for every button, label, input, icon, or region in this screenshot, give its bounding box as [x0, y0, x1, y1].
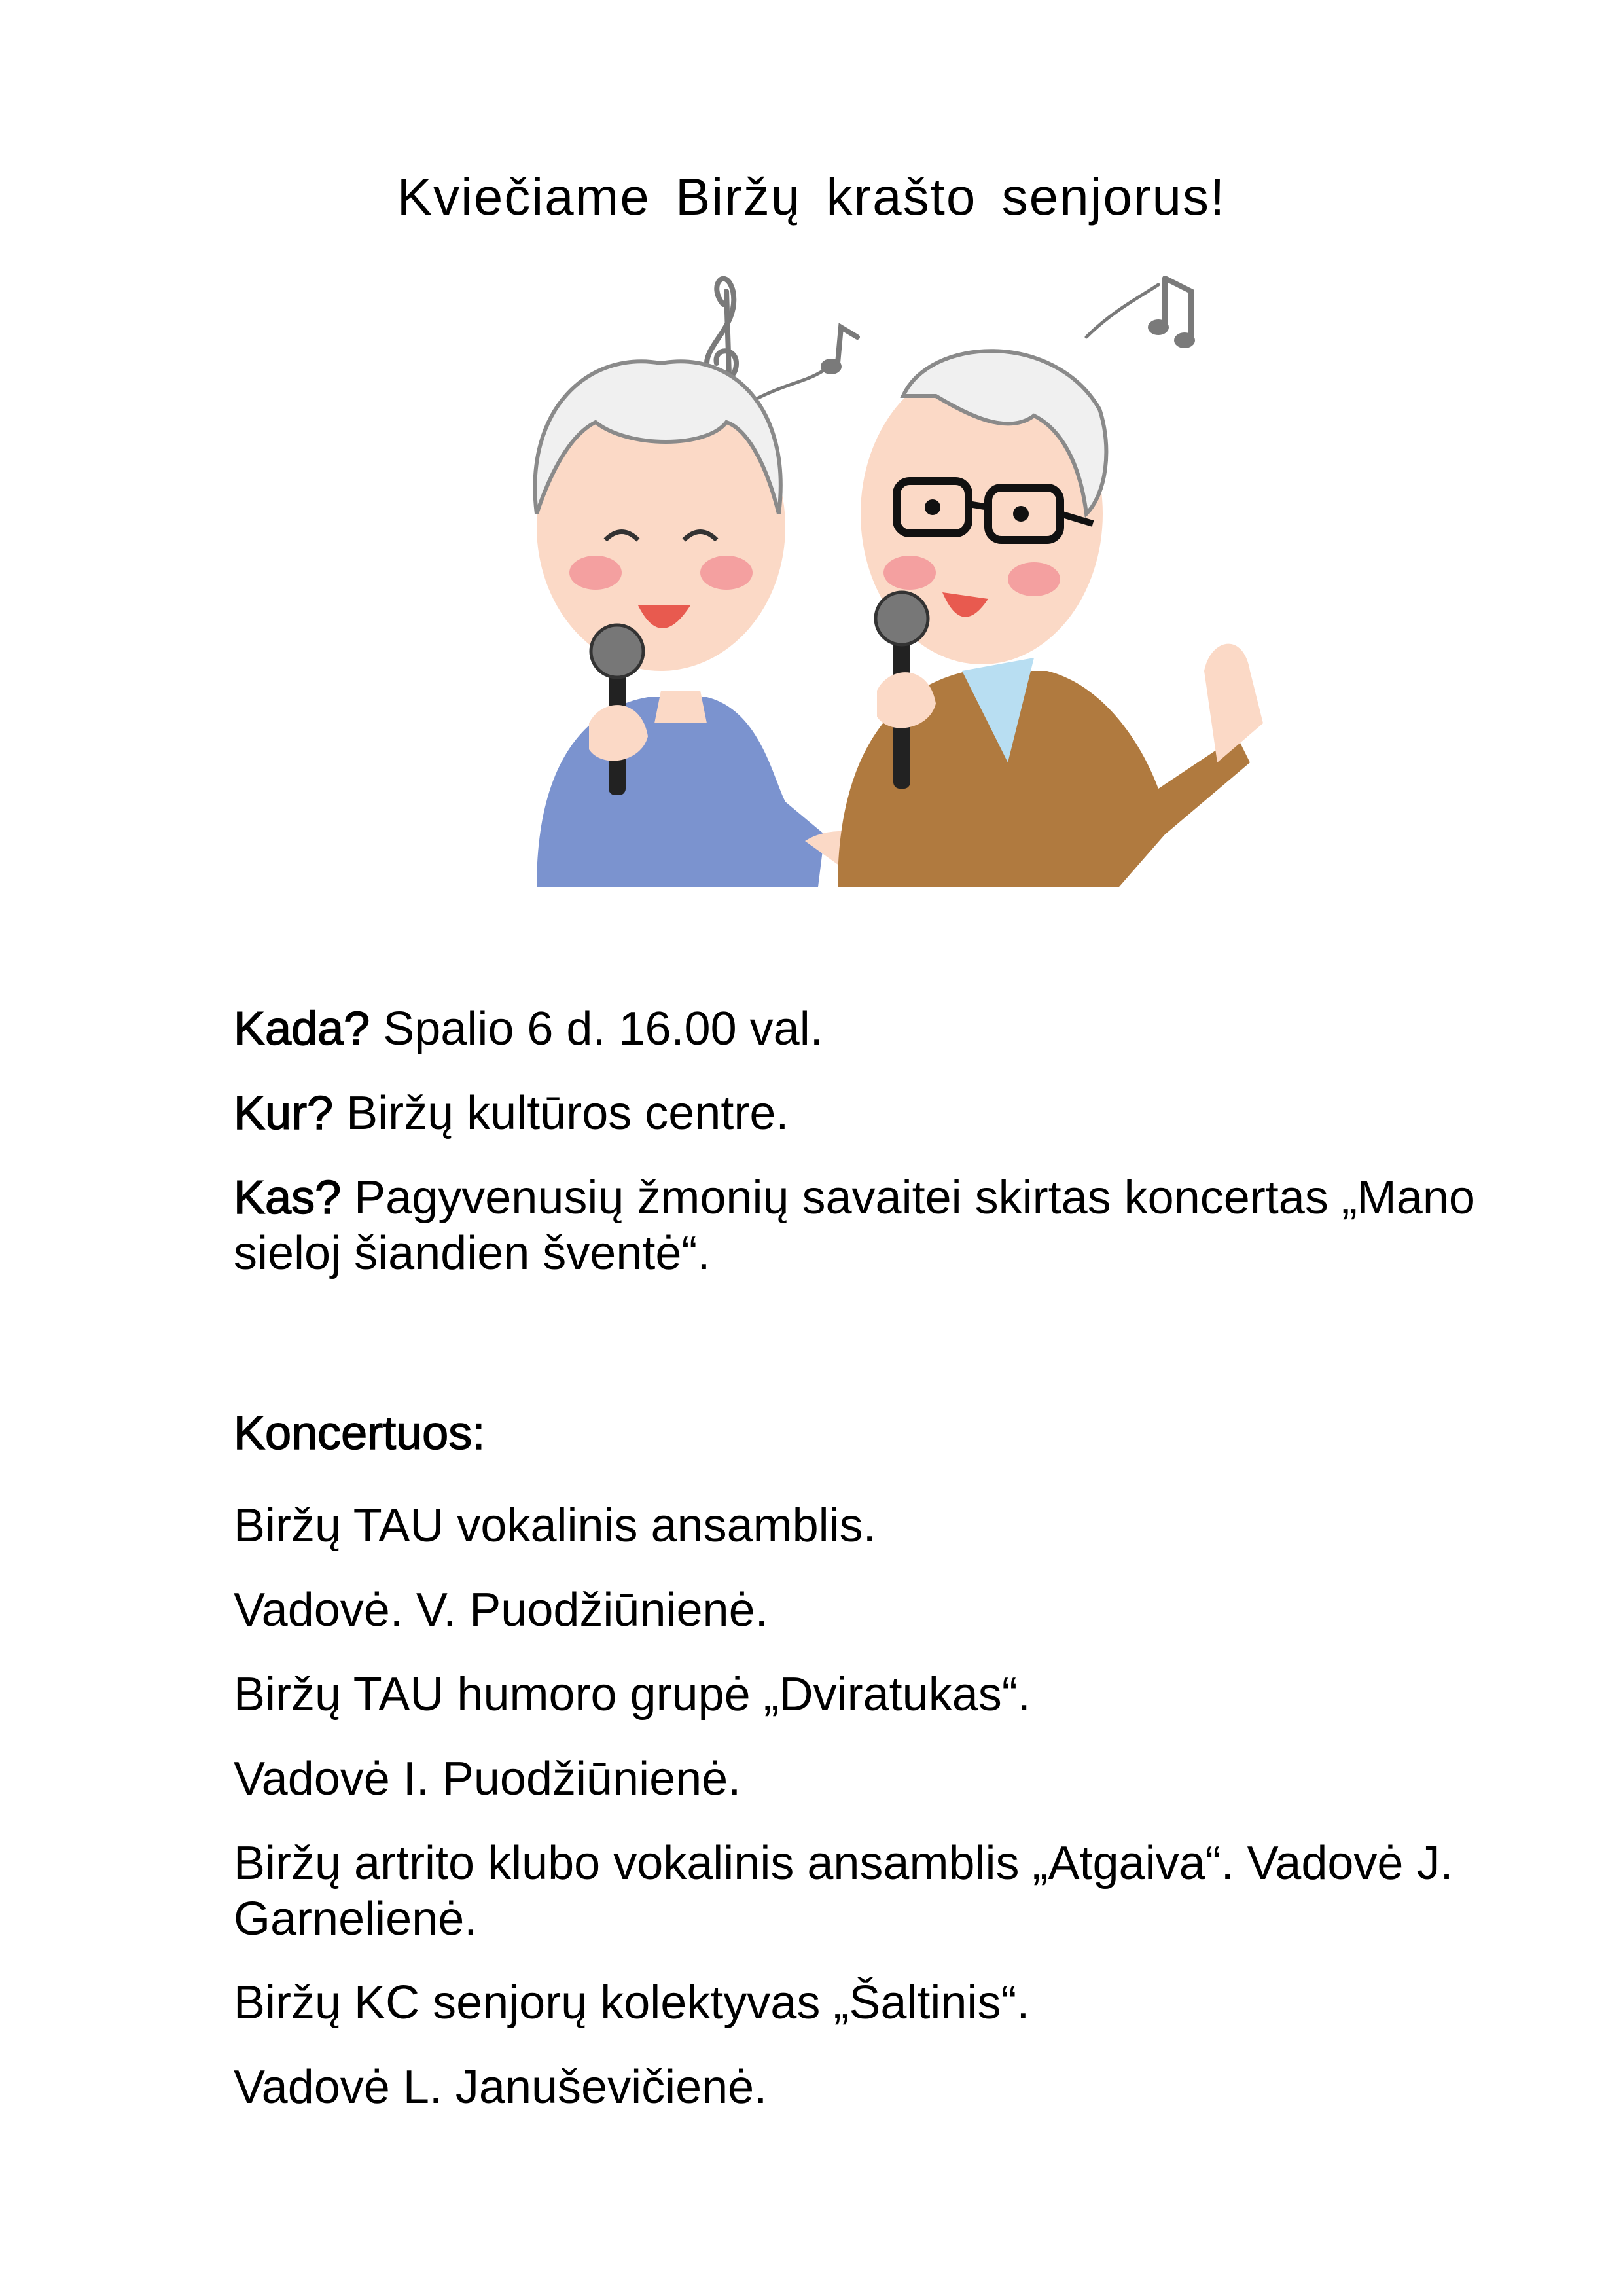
- what-label: Kas?: [234, 1171, 342, 1224]
- page-title: Kviečiame Biržų krašto senjorus!: [397, 168, 1226, 226]
- performer-line: Vadovė. V. Puodžiūnienė.: [234, 1583, 768, 1636]
- event-details: [234, 1001, 1549, 2144]
- performers-heading: Koncertuos:: [234, 1407, 486, 1460]
- performer-line: Biržų TAU vokalinis ansamblis.: [234, 1499, 876, 1552]
- where-row: [234, 1086, 1549, 1141]
- when-row: [234, 1001, 1549, 1057]
- what-row: [234, 1170, 1549, 1282]
- singing-seniors-illustration: [510, 265, 1263, 887]
- performer-line: Vadovė L. Januševičienė.: [234, 2061, 768, 2114]
- when-value: Spalio 6 d. 16.00 val.: [383, 1003, 823, 1055]
- woman-singer: [535, 361, 877, 887]
- what-value: Pagyvenusių žmonių savaitei skirtas koncertas „Mano sieloj šiandien šventė“.: [234, 1171, 1475, 1280]
- man-singer: [838, 351, 1263, 887]
- performer-line: Biržų TAU humoro grupė „Dviratukas“.: [234, 1668, 1031, 1721]
- when-label: Kada?: [234, 1003, 370, 1055]
- where-value: Biržų kultūros centre.: [346, 1086, 789, 1139]
- performer-line: Vadovė I. Puodžiūnienė.: [234, 1752, 741, 1805]
- performer-line: Biržų artrito klubo vokalinis ansamblis „Atgaiva“. Vadovė J. Garnelienė.: [234, 1837, 1454, 1945]
- where-label: Kur?: [234, 1086, 334, 1139]
- performer-line: Biržų KC senjorų kolektyvas „Šaltinis“.: [234, 1977, 1030, 2030]
